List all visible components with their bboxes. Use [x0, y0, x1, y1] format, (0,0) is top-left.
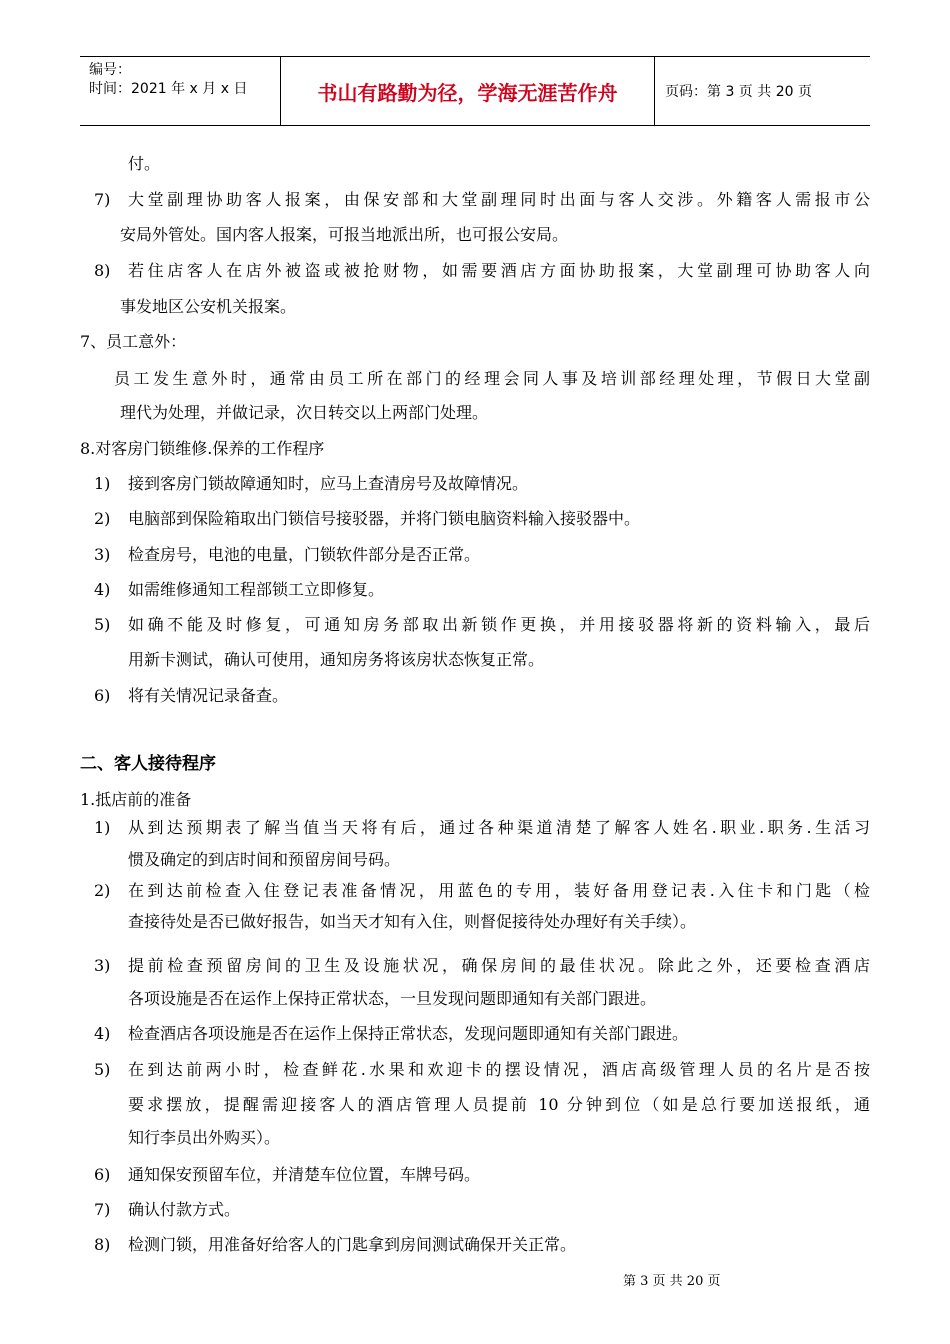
text-line: 电脑部到保险箱取出门锁信号接驳器，并将门锁电脑资料输入接驳器中。 — [128, 509, 641, 528]
page-header — [80, 56, 870, 126]
list-number: 3) — [94, 956, 111, 975]
list-number: 3) — [94, 545, 111, 564]
document-date: 时间：2021 年 x 月 x 日 — [89, 81, 248, 97]
text-line: 用新卡测试，确认可使用，通知房务将该房状态恢复正常。 — [128, 650, 545, 669]
header-page-info: 页码：第 3 页 共 20 页 — [665, 84, 812, 100]
text-line: 提前检查预留房间的卫生及设施状况，确保房间的最佳状况。除此之外，还要检查酒店 — [128, 956, 870, 975]
list-number: 5) — [94, 1060, 111, 1079]
list-number: 6) — [94, 686, 111, 705]
list-number: 4) — [94, 1024, 111, 1043]
text-line: 检测门锁，用准备好给客人的门匙拿到房间测试确保开关正常。 — [128, 1235, 577, 1254]
section-title: 二、客人接待程序 — [80, 754, 216, 774]
list-number: 5) — [94, 615, 111, 634]
text-line: 检查房号，电池的电量，门锁软件部分是否正常。 — [128, 545, 481, 564]
text-line: 要求摆放，提醒需迎接客人的酒店管理人员提前 10 分钟到位（如是总行要加送报纸，通 — [128, 1095, 870, 1114]
section-heading: 7、员工意外： — [80, 332, 187, 351]
text-line: 知行李员出外购买）。 — [128, 1128, 281, 1147]
text-line: 通知保安预留车位，并清楚车位位置，车牌号码。 — [128, 1165, 481, 1184]
text-line: 各项设施是否在运作上保持正常状态，一旦发现问题即通知有关部门跟进。 — [128, 989, 657, 1008]
text-line: 事发地区公安机关报案。 — [120, 297, 297, 316]
text-line: 在到达前检查入住登记表准备情况，用蓝色的专用，装好备用登记表.入住卡和门匙（检 — [128, 881, 870, 900]
text-line: 付。 — [128, 154, 161, 173]
text-line: 检查酒店各项设施是否在运作上保持正常状态，发现问题即通知有关部门跟进。 — [128, 1024, 689, 1043]
text-line: 接到客房门锁故障通知时，应马上查清房号及故障情况。 — [128, 474, 529, 493]
text-line: 在到达前两小时，检查鲜花.水果和欢迎卡的摆设情况，酒店高级管理人员的名片是否按 — [128, 1060, 870, 1079]
list-number: 1) — [94, 818, 111, 837]
list-number: 2) — [94, 881, 111, 900]
text-line: 将有关情况记录备查。 — [128, 686, 289, 705]
document-number-label: 编号： — [89, 62, 131, 78]
text-line: 查接待处是否已做好报告，如当天才知有入住，则督促接待处办理好有关手续）。 — [128, 912, 697, 931]
subsection-title: 1.抵店前的准备 — [80, 790, 192, 809]
text-line: 确认付款方式。 — [128, 1200, 241, 1219]
page-footer: 第 3 页 共 20 页 — [623, 1274, 721, 1289]
header-motto: 书山有路勤为径，学海无涯苦作舟 — [281, 57, 655, 125]
text-line: 如确不能及时修复，可通知房务部取出新锁作更换，并用接驳器将新的资料输入，最后 — [128, 615, 870, 634]
header-meta — [80, 57, 281, 125]
section-heading: 8.对客房门锁维修.保养的工作程序 — [80, 439, 325, 458]
text-line: 惯及确定的到店时间和预留房间号码。 — [128, 850, 401, 869]
text-line: 安局外管处。国内客人报案，可报当地派出所，也可报公安局。 — [120, 225, 569, 244]
list-number: 2) — [94, 509, 111, 528]
list-number: 7) — [94, 1200, 111, 1219]
text-line: 理代为处理，并做记录，次日转交以上两部门处理。 — [120, 403, 489, 422]
text-line: 大堂副理协助客人报案，由保安部和大堂副理同时出面与客人交涉。外籍客人需报市公 — [128, 190, 870, 209]
text-line: 从到达预期表了解当值当天将有后，通过各种渠道清楚了解客人姓名.职业.职务.生活习 — [128, 818, 870, 837]
text-line: 若住店客人在店外被盗或被抢财物，如需要酒店方面协助报案，大堂副理可协助客人向 — [128, 261, 870, 280]
text-line: 如需维修通知工程部锁工立即修复。 — [128, 580, 385, 599]
list-number: 8) — [94, 261, 111, 280]
list-number: 1) — [94, 474, 111, 493]
list-number: 6) — [94, 1165, 111, 1184]
text-line: 员工发生意外时，通常由员工所在部门的经理会同人事及培训部经理处理，节假日大堂副 — [114, 369, 870, 388]
list-number: 7) — [94, 190, 111, 209]
list-number: 8) — [94, 1235, 111, 1254]
list-number: 4) — [94, 580, 111, 599]
